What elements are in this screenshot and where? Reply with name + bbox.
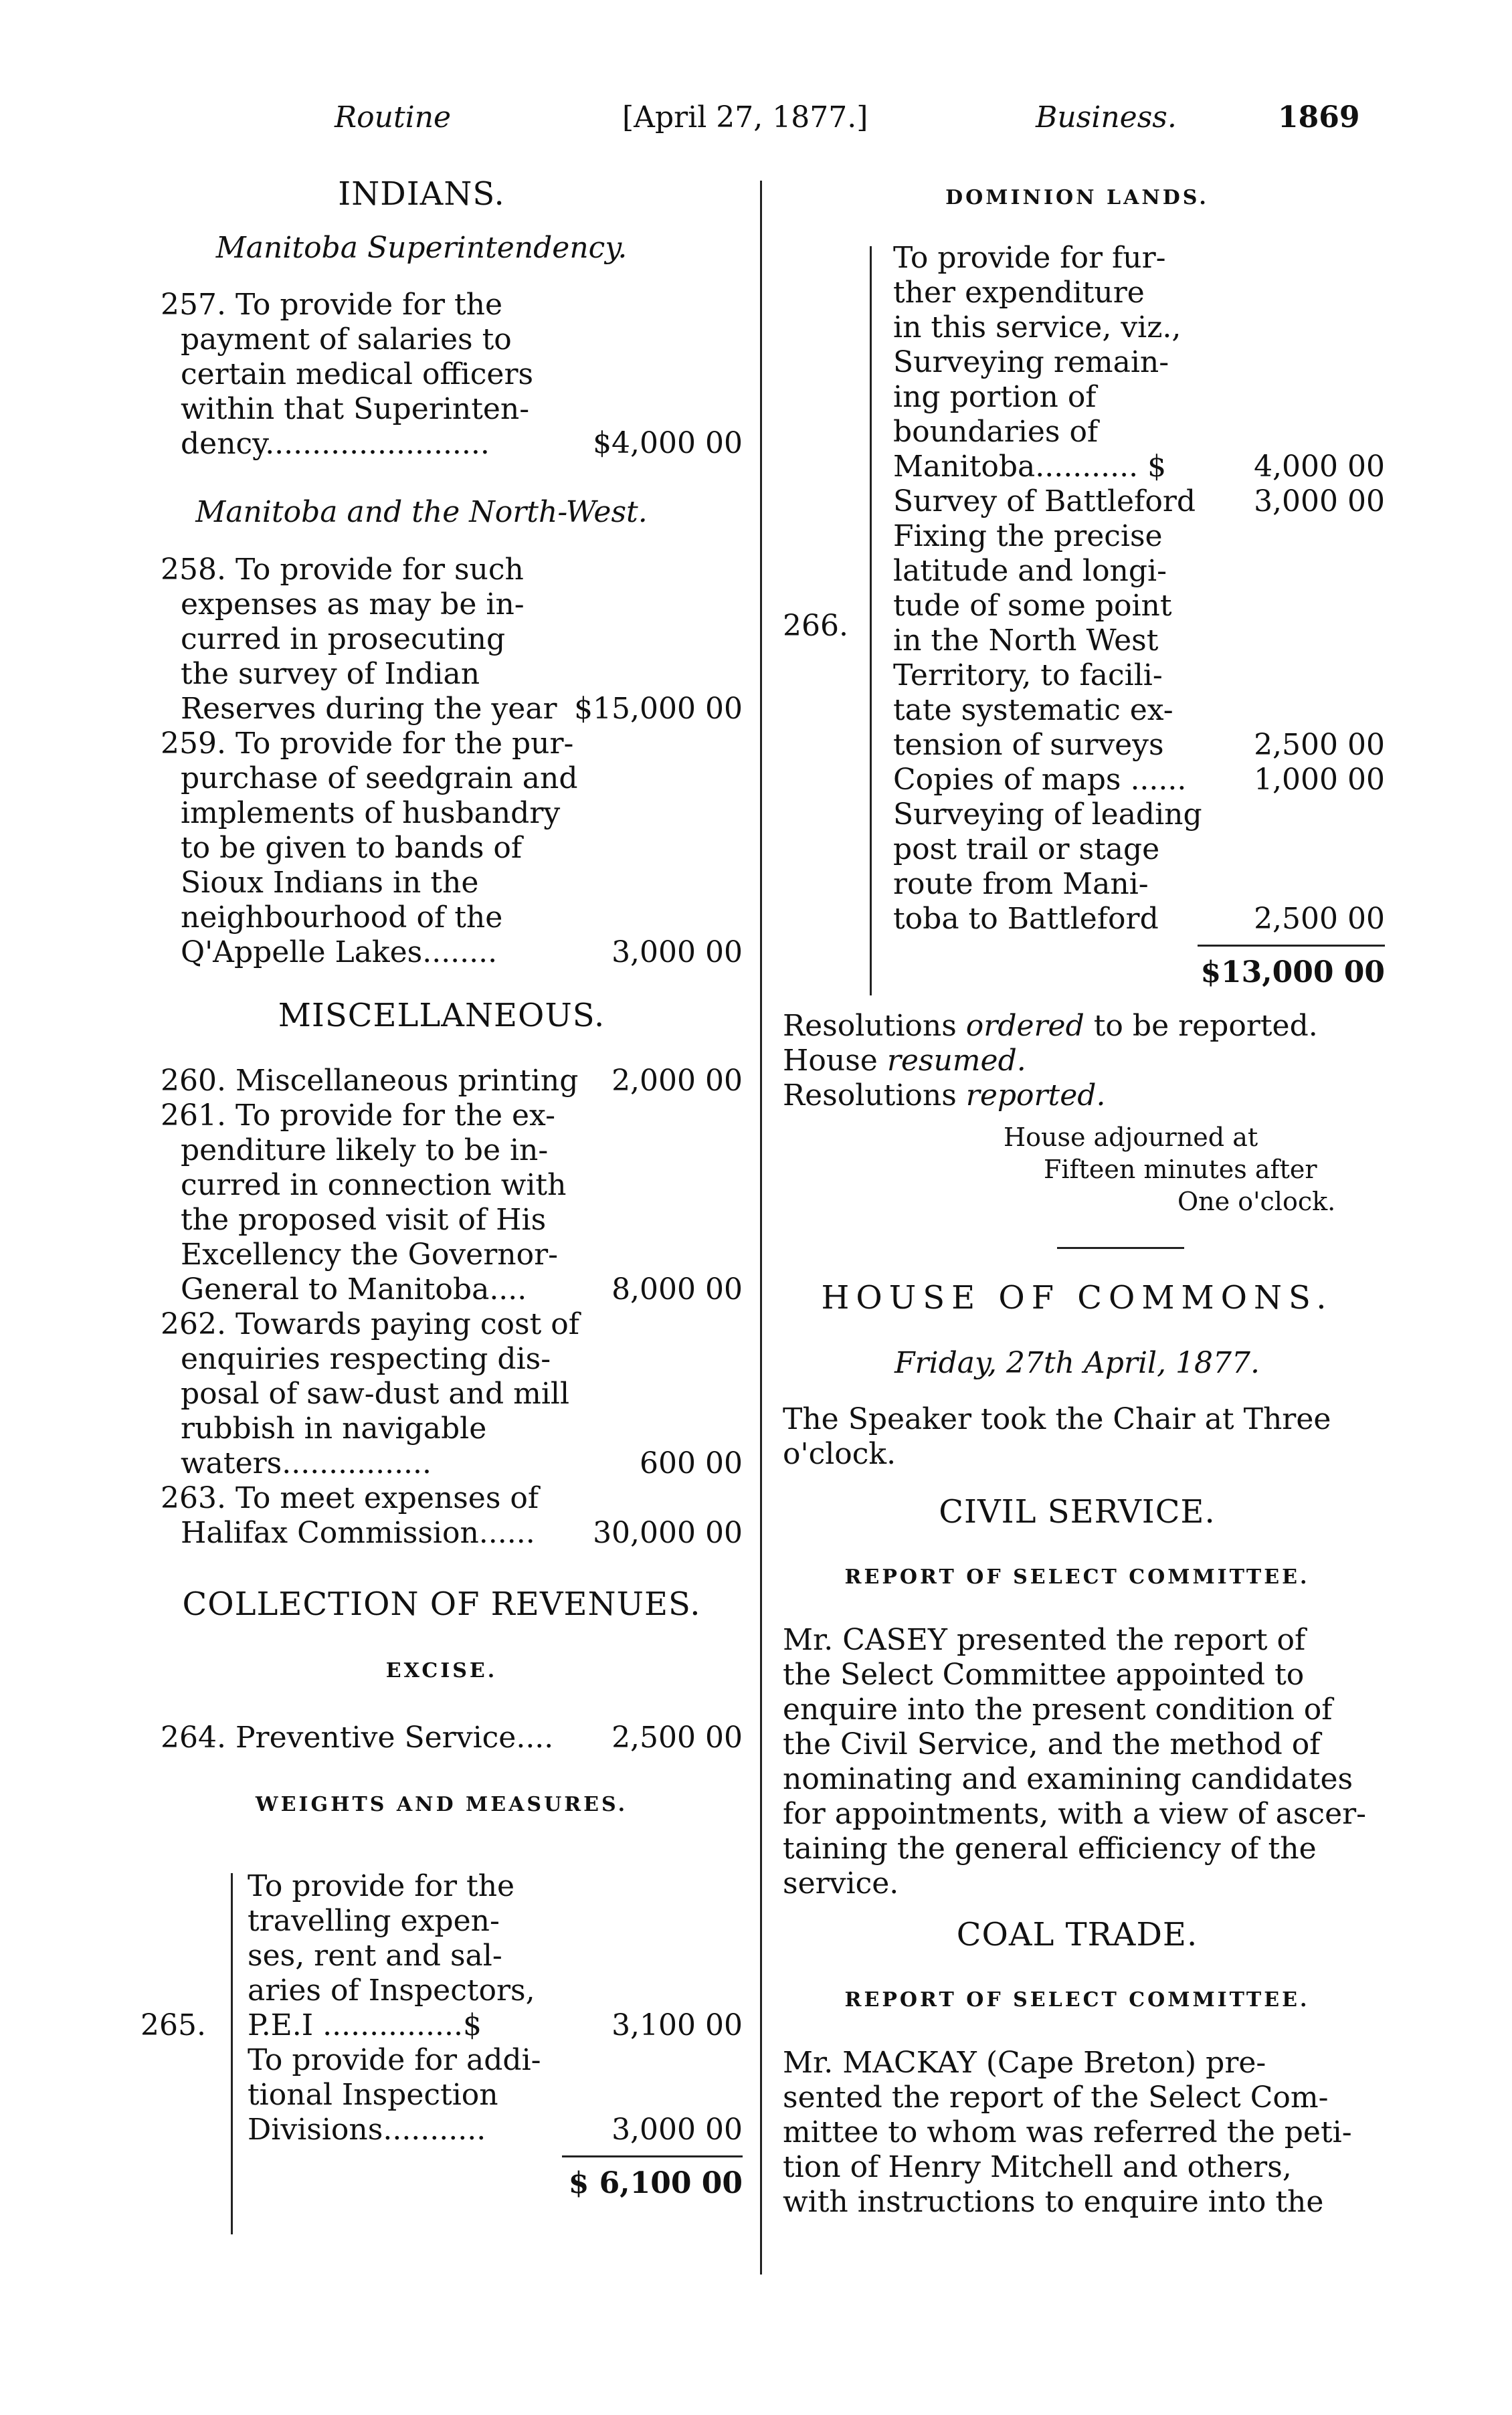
item-260 (161, 1064, 578, 1098)
text-line: in this service, viz., (893, 310, 1182, 345)
text-line: within that Superinten- (181, 392, 530, 426)
resumed-word: resumed. (886, 1044, 1026, 1078)
section-divider (1057, 1247, 1184, 1249)
text-line: purchase of seedgrain and (181, 761, 578, 795)
item-257 (161, 288, 533, 462)
item-266e (893, 797, 1202, 937)
amount-265a: 3,100 00 (611, 2008, 743, 2042)
amount-261: 8,000 00 (611, 1272, 743, 1307)
item-264 (161, 1721, 553, 1755)
text-line: in the North West (893, 623, 1159, 658)
item-266a (893, 241, 1181, 484)
amount-260: 2,000 00 (611, 1064, 743, 1098)
text-line: ther expenditure (893, 276, 1145, 310)
text-line: neighbourhood of the (181, 900, 503, 935)
subheading-manitoba-north-west: Manitoba and the North-West. (195, 495, 648, 529)
text-line: tional Inspection (248, 2078, 498, 2112)
amount-266a: 4,000 00 (1254, 450, 1385, 484)
subheading-excise: EXCISE. (385, 1659, 498, 1682)
header-left: Routine (335, 100, 452, 134)
text-line: General to Manitoba.... (181, 1272, 527, 1307)
text-line: Divisions........... (248, 2113, 486, 2147)
item-261 (161, 1098, 566, 1307)
text-line: nominating and examining candidates (783, 1762, 1353, 1796)
text-line: rubbish in navigable (181, 1412, 487, 1446)
text-line: waters................ (181, 1446, 432, 1480)
subheading-dominion-lands: DOMINION LANDS. (945, 186, 1209, 209)
text-line: To provide for fur- (893, 241, 1166, 275)
subheading-manitoba-superintendency: Manitoba Superintendency. (215, 231, 628, 265)
text-line: 258. To provide for such (161, 553, 524, 587)
text-line: Territory, to facili- (893, 658, 1163, 692)
subheading-report-coal: REPORT OF SELECT COMMITTEE. (844, 1988, 1310, 2012)
text-line: enquiries respecting dis- (181, 1342, 551, 1376)
subheading-report-civil: REPORT OF SELECT COMMITTEE. (844, 1565, 1310, 1589)
text-line: Manitoba........... $ (893, 450, 1167, 484)
total-rule-266 (1198, 945, 1385, 947)
text-line: sented the report of the Select Com- (783, 2081, 1329, 2115)
brace-266 (870, 246, 872, 995)
text-line: tion of Henry Mitchell and others, (783, 2150, 1292, 2184)
item-259 (161, 727, 578, 970)
resolutions-ordered (783, 1009, 1318, 1043)
item-265b (248, 2043, 541, 2147)
text-line: post trail or stage (893, 832, 1160, 866)
text-line: Excellency the Governor- (181, 1238, 558, 1272)
text-line: Mr. MACKAY (Cape Breton) pre- (783, 2046, 1266, 2080)
text-line: to be given to bands of (181, 831, 523, 865)
text-line: posal of saw-dust and mill (181, 1377, 570, 1411)
text-line: o'clock. (783, 1437, 896, 1471)
amount-264: 2,500 00 (611, 1721, 743, 1755)
amount-262: 600 00 (640, 1446, 743, 1480)
text-line: Fixing the precise (893, 519, 1163, 553)
column-divider (760, 181, 762, 2275)
text-line: Q'Appelle Lakes........ (181, 935, 498, 969)
item-266-number: 266. (783, 609, 848, 643)
sitting-date: Friday, 27th April, 1877. (894, 1346, 1260, 1380)
adjourned-line-3: One o'clock. (1177, 1187, 1336, 1216)
amount-265b: 3,000 00 (611, 2113, 743, 2147)
text-line: ing portion of (893, 380, 1097, 414)
text-line: Survey of Battleford (893, 484, 1196, 518)
section-heading-civil-service: CIVIL SERVICE. (939, 1493, 1216, 1531)
text-line: 263. To meet expenses of (161, 1481, 539, 1515)
item-266d (893, 763, 1186, 797)
text-line: To provide for the (248, 1869, 515, 1903)
text-line: tate systematic ex- (893, 693, 1173, 727)
text-line: expenses as may be in- (181, 587, 525, 621)
text-line: 259. To provide for the pur- (161, 727, 574, 761)
text-line: the survey of Indian (181, 657, 480, 691)
total-265: $ 6,100 00 (568, 2166, 743, 2200)
house-label: House (783, 1044, 887, 1078)
text-line: certain medical officers (181, 357, 534, 391)
adjourned-line-2: Fifteen minutes after (1044, 1155, 1317, 1184)
header-right: Business. (1036, 100, 1177, 134)
brace-265 (231, 1873, 233, 2234)
text-line: ses, rent and sal- (248, 1939, 502, 1973)
amount-259: 3,000 00 (611, 935, 743, 969)
house-of-commons-heading: HOUSE OF COMMONS. (821, 1279, 1333, 1317)
text-line: toba to Battleford (893, 902, 1159, 936)
text-line: travelling expen- (248, 1904, 500, 1938)
item-266c (893, 519, 1173, 763)
amount-258: $15,000 00 (574, 692, 743, 726)
amount-263: 30,000 00 (593, 1516, 743, 1550)
resolutions-reported (783, 1078, 1105, 1113)
page-number: 1869 (1278, 100, 1360, 134)
text-line: 260. Miscellaneous printing (161, 1064, 579, 1098)
adjourned-line-1: House adjourned at (1004, 1123, 1258, 1152)
text-line: the Civil Service, and the method of (783, 1727, 1321, 1761)
text-line: tension of surveys (893, 728, 1164, 762)
text-line: enquire into the present condition of (783, 1693, 1333, 1727)
text-line: the Select Committee appointed to (783, 1658, 1305, 1692)
text-line: tude of some point (893, 589, 1172, 623)
text-line: boundaries of (893, 415, 1099, 449)
section-heading-miscellaneous: MISCELLANEOUS. (278, 997, 605, 1034)
item-265-number: 265. (140, 2008, 206, 2042)
text-line: 262. Towards paying cost of (161, 1307, 580, 1341)
item-263 (161, 1481, 539, 1551)
text-line: The Speaker took the Chair at Three (783, 1402, 1331, 1436)
item-266b (893, 484, 1196, 519)
text-line: To provide for addi- (248, 2043, 541, 2077)
text-line: 264. Preventive Service.... (161, 1721, 554, 1755)
section-heading-indians: INDIANS. (338, 175, 505, 213)
resolutions-label-2: Resolutions (783, 1078, 966, 1113)
text-line: with instructions to enquire into the (783, 2185, 1324, 2219)
text-line: implements of husbandry (181, 796, 561, 830)
text-line: payment of salaries to (181, 322, 512, 357)
speaker-paragraph (783, 1402, 1331, 1472)
text-line: 261. To provide for the ex- (161, 1098, 555, 1133)
text-line: latitude and longi- (893, 554, 1167, 588)
text-line: aries of Inspectors, (248, 1973, 535, 2008)
text-line: service. (783, 1866, 899, 1901)
total-rule-265 (562, 2155, 743, 2157)
section-heading-coal-trade: COAL TRADE. (956, 1916, 1198, 1953)
text-line: 257. To provide for the (161, 288, 503, 322)
house-resumed (783, 1044, 1026, 1078)
text-line: curred in connection with (181, 1168, 567, 1202)
text-line: the proposed visit of His (181, 1203, 547, 1237)
text-line: taining the general efficiency of the (783, 1832, 1317, 1866)
text-line: mittee to whom was referred the peti- (783, 2115, 1352, 2149)
header-date: [April 27, 1877.] (622, 100, 868, 134)
resolutions-label: Resolutions (783, 1009, 966, 1043)
total-266: $13,000 00 (1200, 955, 1385, 989)
section-heading-revenues: COLLECTION OF REVENUES. (182, 1585, 701, 1623)
casey-paragraph (783, 1623, 1366, 1901)
amount-266b: 3,000 00 (1254, 484, 1385, 518)
reported-phrase: to be reported. (1084, 1009, 1318, 1043)
text-line: dency........................ (181, 427, 490, 461)
text-line: Surveying of leading (893, 797, 1202, 832)
mackay-paragraph (783, 2046, 1352, 2220)
item-258 (161, 553, 557, 727)
reported-word: reported. (965, 1078, 1106, 1113)
item-265a (248, 1869, 535, 2043)
text-line: Mr. CASEY presented the report of (783, 1623, 1306, 1657)
ordered-word: ordered (965, 1009, 1084, 1043)
text-line: Surveying remain- (893, 345, 1169, 379)
amount-257: $4,000 00 (593, 426, 743, 460)
item-262 (161, 1307, 579, 1481)
text-line: Halifax Commission...... (181, 1516, 535, 1550)
text-line: Copies of maps ...... (893, 763, 1187, 797)
text-line: for appointments, with a view of ascer- (783, 1797, 1367, 1831)
text-line: penditure likely to be in- (181, 1133, 549, 1167)
text-line: Sioux Indians in the (181, 866, 479, 900)
subheading-weights-measures: WEIGHTS AND MEASURES. (255, 1793, 628, 1816)
text-line: route from Mani- (893, 867, 1149, 901)
amount-266c: 2,500 00 (1254, 728, 1385, 762)
amount-266e: 2,500 00 (1254, 902, 1385, 936)
text-line: curred in prosecuting (181, 622, 506, 656)
text-line: P.E.I ...............$ (248, 2008, 482, 2042)
text-line: Reserves during the year (181, 692, 557, 726)
amount-266d: 1,000 00 (1254, 763, 1385, 797)
